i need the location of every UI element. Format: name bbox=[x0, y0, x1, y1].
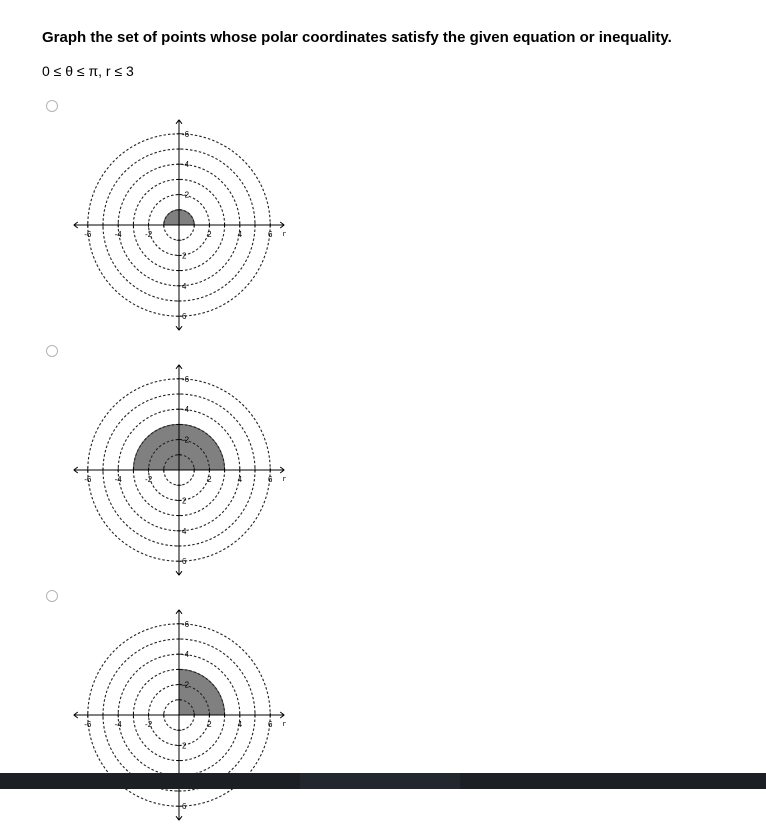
y-tick-label: -6 bbox=[182, 619, 190, 629]
x-tick-label: -4 bbox=[114, 720, 122, 729]
y-tick-label: 2 bbox=[182, 251, 187, 261]
x-tick-label: 2 bbox=[207, 720, 212, 729]
polar-graph-svg bbox=[64, 600, 294, 830]
x-tick-label: -6 bbox=[84, 720, 92, 729]
x-tick-label: -6 bbox=[84, 475, 92, 484]
bottom-taskbar bbox=[0, 773, 766, 789]
axis-end-label: r bbox=[282, 229, 286, 238]
y-tick-label: -4 bbox=[182, 650, 190, 660]
x-tick-label: 2 bbox=[207, 230, 212, 239]
x-tick-label: 6 bbox=[267, 720, 273, 729]
y-tick-label: -2 bbox=[182, 435, 190, 445]
y-tick-label: -4 bbox=[182, 160, 190, 170]
y-tick-label: -6 bbox=[182, 374, 190, 384]
x-tick-label: 4 bbox=[237, 230, 243, 239]
x-tick-label: -4 bbox=[114, 230, 122, 239]
x-tick-label: -2 bbox=[145, 475, 153, 484]
y-tick-label: 4 bbox=[182, 281, 187, 291]
axis-end-label: r bbox=[282, 719, 286, 728]
radio-option-a[interactable] bbox=[46, 100, 58, 112]
y-tick-label: -2 bbox=[182, 680, 190, 690]
polar-graph-option-c bbox=[64, 600, 294, 830]
polar-graph-option-b bbox=[64, 355, 294, 585]
question-prompt: Graph the set of points whose polar coordinates satisfy the given equation or inequality. bbox=[42, 29, 672, 46]
shaded-region bbox=[179, 669, 225, 715]
y-tick-label: 4 bbox=[182, 526, 187, 536]
y-tick-label: -4 bbox=[182, 405, 190, 415]
question-equation: 0 ≤ θ ≤ π, r ≤ 3 bbox=[42, 63, 134, 79]
taskbar-highlight bbox=[300, 773, 460, 789]
x-tick-label: 4 bbox=[237, 475, 243, 484]
y-tick-label: 2 bbox=[182, 496, 187, 506]
x-tick-label: -6 bbox=[84, 230, 92, 239]
y-tick-label: 2 bbox=[182, 741, 187, 751]
x-tick-label: 2 bbox=[207, 475, 212, 484]
y-tick-label: 6 bbox=[182, 802, 187, 812]
x-tick-label: -2 bbox=[145, 230, 153, 239]
radio-option-b[interactable] bbox=[46, 345, 58, 357]
x-tick-label: 6 bbox=[267, 230, 273, 239]
y-tick-label: -2 bbox=[182, 190, 190, 200]
radio-option-c[interactable] bbox=[46, 590, 58, 602]
polar-graph-svg bbox=[64, 110, 294, 340]
polar-graph-svg bbox=[64, 355, 294, 585]
y-tick-label: 6 bbox=[182, 557, 187, 567]
x-tick-label: 6 bbox=[267, 475, 273, 484]
x-tick-label: 4 bbox=[237, 720, 243, 729]
x-tick-label: -4 bbox=[114, 475, 122, 484]
axis-end-label: r bbox=[282, 474, 286, 483]
polar-graph-option-a bbox=[64, 110, 294, 340]
y-tick-label: 6 bbox=[182, 312, 187, 322]
y-tick-label: -6 bbox=[182, 129, 190, 139]
x-tick-label: -2 bbox=[145, 720, 153, 729]
